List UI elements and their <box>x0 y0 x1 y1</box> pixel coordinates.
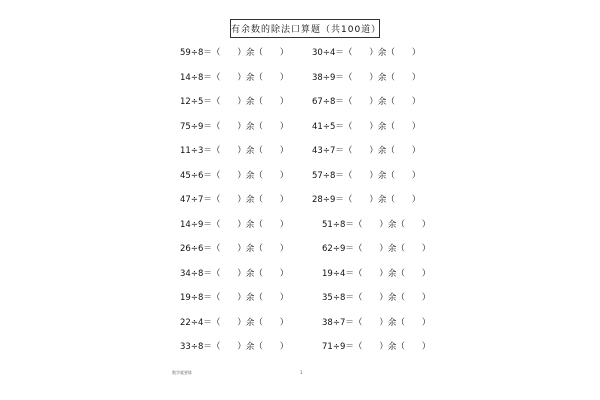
problem-expression: 67÷8＝ <box>312 97 344 108</box>
problem-expression: 38÷7＝ <box>322 317 354 328</box>
problem-column-right <box>312 40 430 359</box>
answer-blanks: （ ）余（ ） <box>211 293 289 304</box>
answer-blanks: （ ）余（ ） <box>211 72 289 83</box>
answer-blanks: （ ）余（ ） <box>211 244 289 255</box>
problem-expression: 35÷8＝ <box>322 293 354 304</box>
answer-blanks: （ ）余（ ） <box>211 268 289 279</box>
problem-expression: 47÷7＝ <box>180 195 212 206</box>
answer-blanks: （ ）余（ ） <box>343 146 421 157</box>
problem-row <box>180 310 288 335</box>
problem-expression: 33÷8＝ <box>180 342 212 353</box>
problem-row <box>312 285 430 310</box>
problem-row <box>312 138 430 163</box>
problem-row <box>180 334 288 359</box>
problem-row <box>180 163 288 188</box>
problem-row <box>180 236 288 261</box>
problem-expression: 41÷5＝ <box>312 121 344 132</box>
answer-blanks: （ ）余（ ） <box>353 268 431 279</box>
answer-blanks: （ ）余（ ） <box>211 195 289 206</box>
answer-blanks: （ ）余（ ） <box>353 219 431 230</box>
problem-expression: 34÷8＝ <box>180 268 212 279</box>
problem-expression: 14÷9＝ <box>180 219 212 230</box>
answer-blanks: （ ）余（ ） <box>211 170 289 181</box>
problem-expression: 14÷8＝ <box>180 72 212 83</box>
problem-row <box>180 212 288 237</box>
problem-row <box>180 40 288 65</box>
problem-expression: 22÷4＝ <box>180 317 212 328</box>
problem-expression: 26÷6＝ <box>180 244 212 255</box>
problem-row <box>312 40 430 65</box>
problem-row <box>180 187 288 212</box>
problem-expression: 45÷6＝ <box>180 170 212 181</box>
answer-blanks: （ ）余（ ） <box>211 219 289 230</box>
problem-expression: 75÷9＝ <box>180 121 212 132</box>
problem-row <box>180 261 288 286</box>
answer-blanks: （ ）余（ ） <box>343 97 421 108</box>
worksheet-title-text: 有余数的除法口算题（共100道） <box>231 25 382 35</box>
answer-blanks: （ ）余（ ） <box>211 121 289 132</box>
problem-expression: 12÷5＝ <box>180 97 212 108</box>
problem-row <box>180 114 288 139</box>
problem-expression: 19÷4＝ <box>322 268 354 279</box>
problem-row <box>180 285 288 310</box>
problem-row <box>312 163 430 188</box>
answer-blanks: （ ）余（ ） <box>343 72 421 83</box>
answer-blanks: （ ）余（ ） <box>211 146 289 157</box>
problem-row <box>312 89 430 114</box>
problem-row <box>312 114 430 139</box>
problem-row <box>180 89 288 114</box>
answer-blanks: （ ）余（ ） <box>343 48 421 59</box>
problem-expression: 62÷9＝ <box>322 244 354 255</box>
problem-row <box>312 236 430 261</box>
problem-row <box>312 65 430 90</box>
problem-expression: 59÷8＝ <box>180 48 212 59</box>
answer-blanks: （ ）余（ ） <box>211 48 289 59</box>
answer-blanks: （ ）余（ ） <box>211 317 289 328</box>
problem-expression: 51÷8＝ <box>322 219 354 230</box>
problem-row <box>180 65 288 90</box>
problem-column-left <box>180 40 288 359</box>
answer-blanks: （ ）余（ ） <box>353 317 431 328</box>
problem-row <box>312 187 430 212</box>
problem-row <box>312 310 430 335</box>
problem-expression: 57÷8＝ <box>312 170 344 181</box>
problem-expression: 38÷9＝ <box>312 72 344 83</box>
problem-row <box>312 261 430 286</box>
problem-row <box>312 334 430 359</box>
problem-expression: 28÷9＝ <box>312 195 344 206</box>
footer-caption: 数学就要练 <box>172 370 192 375</box>
answer-blanks: （ ）余（ ） <box>211 342 289 353</box>
worksheet-title <box>230 19 380 38</box>
problem-row <box>312 212 430 237</box>
answer-blanks: （ ）余（ ） <box>353 342 431 353</box>
problem-expression: 43÷7＝ <box>312 146 344 157</box>
problem-expression: 19÷8＝ <box>180 293 212 304</box>
answer-blanks: （ ）余（ ） <box>353 244 431 255</box>
answer-blanks: （ ）余（ ） <box>343 170 421 181</box>
problem-row <box>180 138 288 163</box>
problem-expression: 71÷9＝ <box>322 342 354 353</box>
problem-expression: 30÷4＝ <box>312 48 344 59</box>
answer-blanks: （ ）余（ ） <box>343 195 421 206</box>
problem-expression: 11÷3＝ <box>180 146 212 157</box>
answer-blanks: （ ）余（ ） <box>353 293 431 304</box>
answer-blanks: （ ）余（ ） <box>211 97 289 108</box>
answer-blanks: （ ）余（ ） <box>343 121 421 132</box>
page-number: 1 <box>300 370 303 375</box>
